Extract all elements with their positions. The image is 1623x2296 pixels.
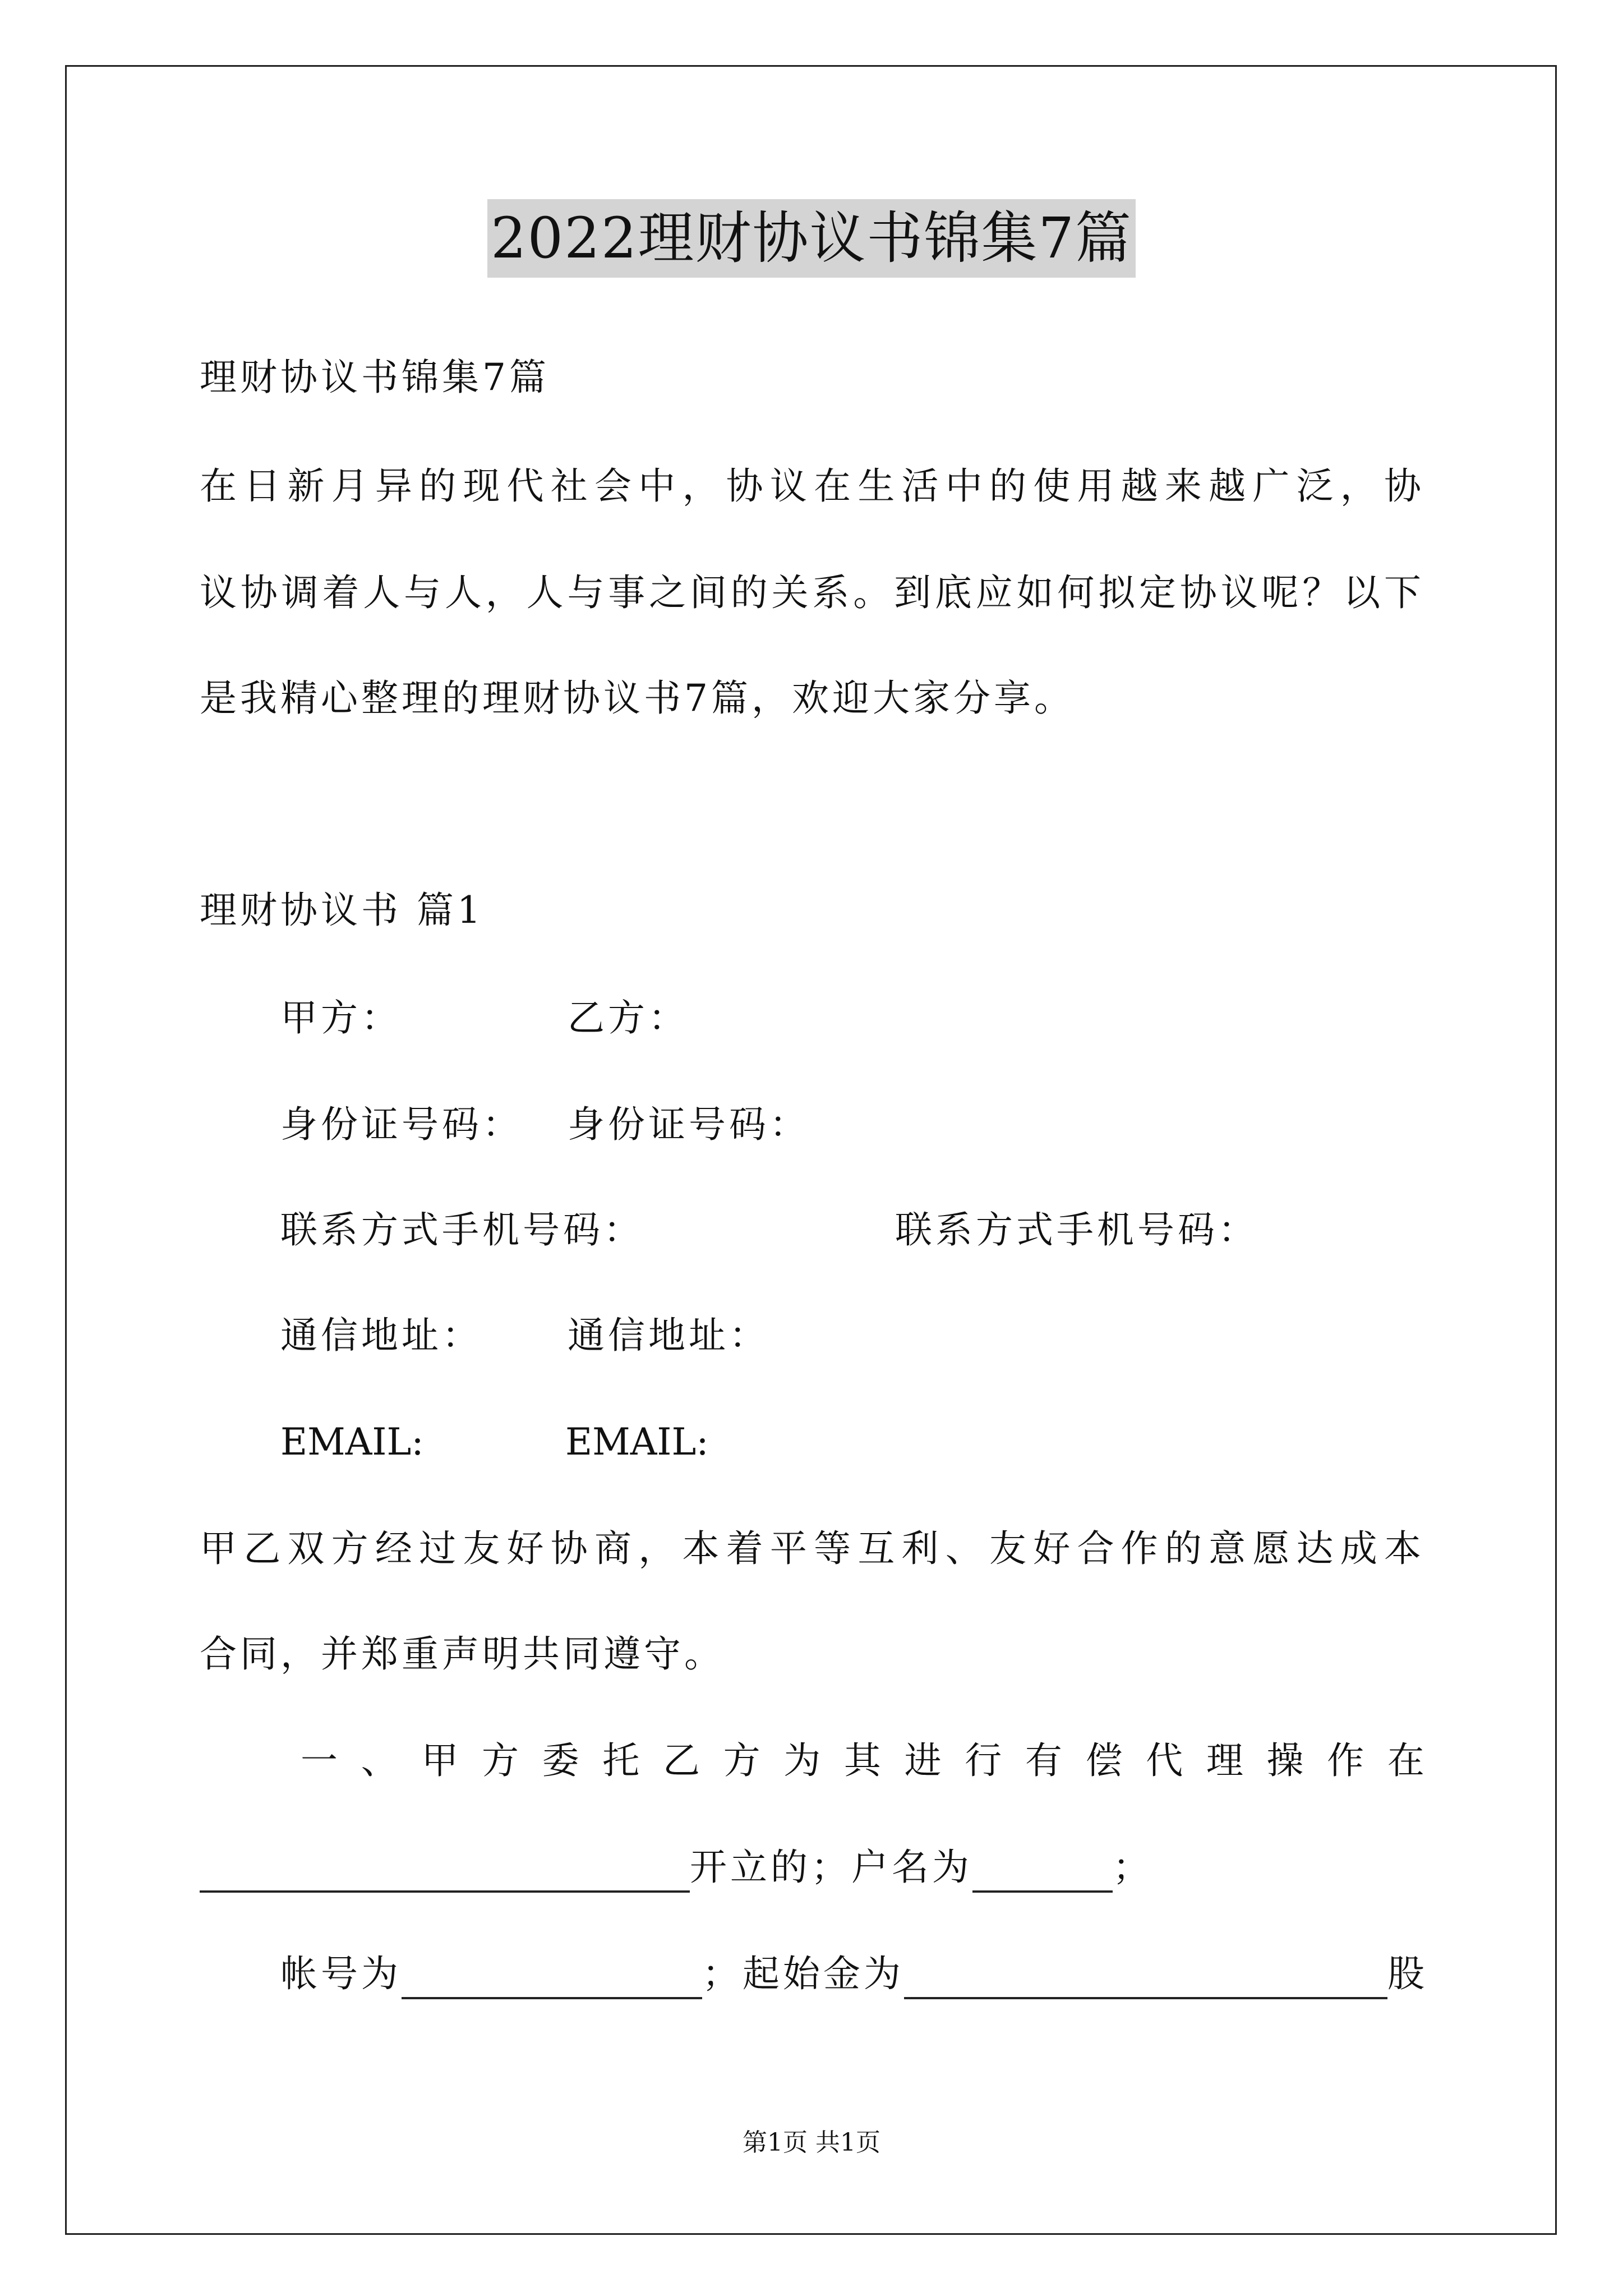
- agreement-line-1: 甲乙双方经过友好协商，本着平等互利、友好合作的意愿达成本: [200, 1527, 1424, 1570]
- clause-1-char: 代: [1146, 1739, 1183, 1782]
- account-holder-blank[interactable]: [972, 1856, 1113, 1893]
- email-b-label: EMAIL:: [565, 1420, 709, 1464]
- bank-name-blank[interactable]: [200, 1856, 690, 1893]
- clause-1-char: 偿: [1085, 1739, 1123, 1782]
- address-b-label: 通信地址：: [568, 1314, 769, 1357]
- document-subtitle: 理财协议书锦集7篇: [200, 356, 550, 399]
- document-title: 2022理财协议书锦集7篇: [487, 199, 1136, 278]
- clause-1-char: 为: [783, 1739, 821, 1782]
- clause-1-char: 作: [1327, 1739, 1364, 1782]
- clause-1-char: 其: [843, 1739, 881, 1782]
- semicolon-text: ；: [1113, 1846, 1150, 1889]
- clause-1-char: 操: [1266, 1739, 1304, 1782]
- clause-1-char: 一: [301, 1739, 338, 1782]
- clause-1-line-3: [280, 1949, 1424, 1999]
- intro-line-3: 是我精心整理的理财协议书7篇，欢迎大家分享。: [200, 677, 1075, 720]
- clause-1-char: 甲: [421, 1739, 459, 1782]
- clause-1-char: 、: [361, 1739, 398, 1782]
- clause-1-char: 有: [1025, 1739, 1062, 1782]
- start-amount-label: ；起始金为: [702, 1952, 904, 1995]
- intro-line-2: 议协调着人与人，人与事之间的关系。到底应如何拟定协议呢？以下: [200, 571, 1424, 614]
- clause-1-char: 进: [904, 1739, 942, 1782]
- email-a-label: EMAIL:: [280, 1420, 424, 1464]
- shares-text: 股: [1387, 1952, 1424, 1995]
- intro-line-1: 在日新月异的现代社会中，协议在生活中的使用越来越广泛，协: [200, 464, 1424, 508]
- address-a-label: 通信地址：: [280, 1314, 482, 1357]
- page-footer: 第1页 共1页: [743, 2128, 880, 2157]
- clause-1-line-1: [301, 1736, 1424, 1786]
- phone-b-label: 联系方式手机号码：: [895, 1208, 1258, 1251]
- clause-1-char: 行: [965, 1739, 1002, 1782]
- title-container: [0, 199, 1623, 278]
- party-a-label: 甲方：: [280, 996, 402, 1039]
- agreement-line-2: 合同，并郑重声明共同遵守。: [200, 1632, 725, 1676]
- account-label: 帐号为: [280, 1952, 402, 1995]
- start-amount-blank[interactable]: [904, 1962, 1387, 1999]
- clause-1-char: 委: [542, 1739, 579, 1782]
- section-1-heading: 理财协议书 篇1: [200, 889, 484, 932]
- clause-1-char: 乙: [662, 1739, 700, 1782]
- opened-text: 开立的；户名为: [690, 1846, 972, 1889]
- id-a-label: 身份证号码：: [280, 1103, 523, 1146]
- phone-a-label: 联系方式手机号码：: [280, 1208, 644, 1251]
- clause-1-char: 理: [1206, 1739, 1243, 1782]
- clause-1-char: 方: [723, 1739, 760, 1782]
- id-b-label: 身份证号码：: [568, 1103, 810, 1146]
- account-number-blank[interactable]: [402, 1962, 702, 1999]
- clause-1-line-2: [200, 1842, 1150, 1893]
- clause-1-char: 托: [602, 1739, 640, 1782]
- clause-1-char: 方: [481, 1739, 519, 1782]
- party-b-label: 乙方：: [568, 996, 689, 1039]
- clause-1-char: 在: [1387, 1739, 1424, 1782]
